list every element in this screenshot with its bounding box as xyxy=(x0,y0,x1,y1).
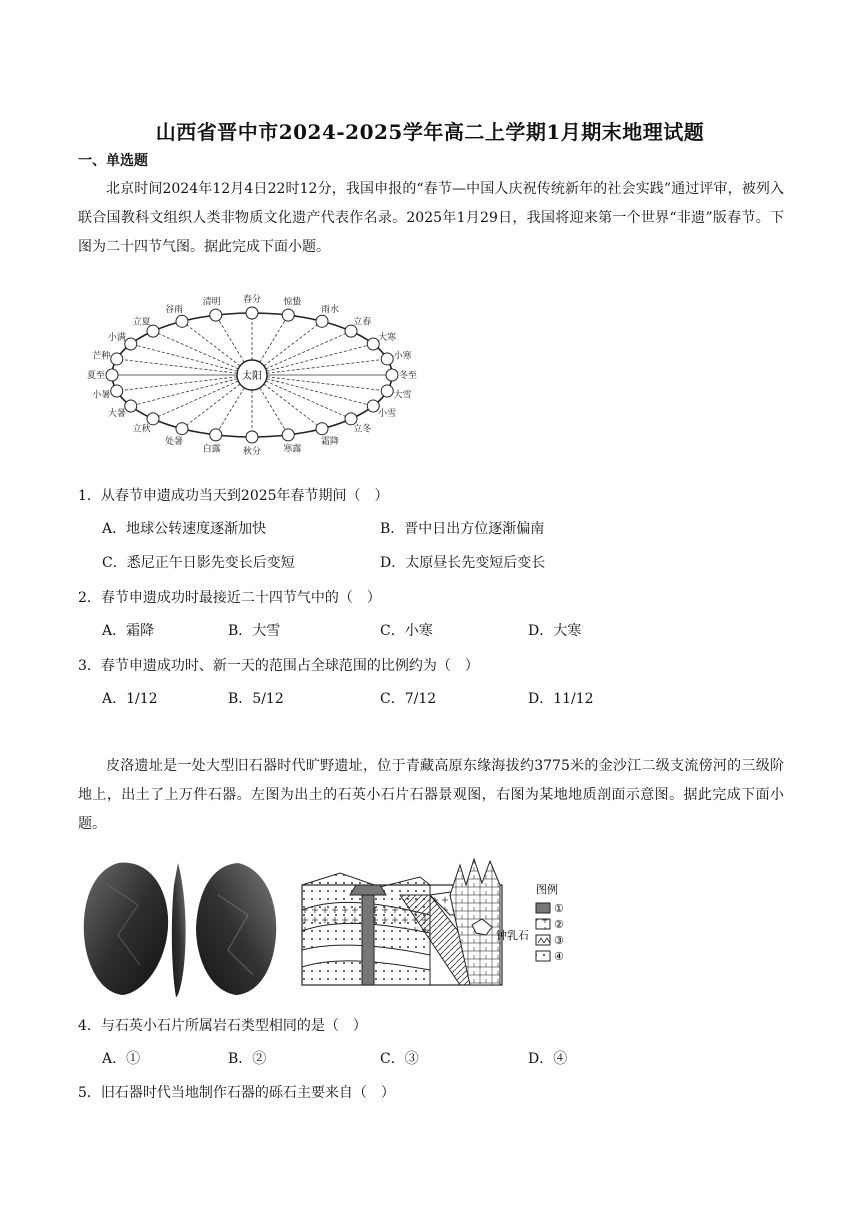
term-label-top-7: 雨水 xyxy=(320,305,340,316)
stalactite-label: 钟乳石 xyxy=(496,929,529,942)
term-label-bottom-4: 白露 xyxy=(202,444,221,455)
term-label-top-4: 清明 xyxy=(202,297,221,308)
q2-option-d[interactable]: D．大寒 xyxy=(528,623,582,639)
page-title: 山西省晋中市2024-2025学年高二上学期1月期末地理试题 xyxy=(155,120,705,144)
q4-option-d[interactable]: D．④ xyxy=(528,1051,568,1067)
term-node-bottom-0 xyxy=(111,385,123,397)
term-label-top-1: 小满 xyxy=(107,333,126,343)
passage-2: 皮洛遗址是一处大型旧石器时代旷野遗址，位于青藏高原东缘海拔约3775米的金沙江二级支流傍河的三级阶地上，出土了上万件石器。左图为出土的石英小石片石器景观图，右图为某地地质剖面示意图。据此完成下面小题。 xyxy=(78,758,784,832)
stone-tool-side xyxy=(172,863,186,997)
term-node-top-7 xyxy=(316,315,328,327)
legend-swatch-1 xyxy=(536,903,550,913)
term-node-bottom-3 xyxy=(176,423,188,435)
term-label-top-8: 立春 xyxy=(353,317,372,328)
spoke-bottom-10 xyxy=(252,375,387,391)
intrusion-dike xyxy=(362,895,374,985)
term-node-bottom-5 xyxy=(246,431,258,443)
term-node-axis xyxy=(386,369,398,381)
term-label-bottom-10: 大雪 xyxy=(393,390,412,401)
spoke-bottom-1 xyxy=(131,375,252,406)
legend-item-4: ④ xyxy=(554,950,564,963)
q3-option-a[interactable]: A．1/12 xyxy=(102,691,158,707)
spoke-top-9 xyxy=(252,344,373,375)
term-label-top-2: 立夏 xyxy=(132,317,151,328)
stone-tools-photo xyxy=(78,855,283,1000)
term-label-top-5: 春分 xyxy=(242,295,262,305)
term-label-top-3: 谷雨 xyxy=(164,305,184,316)
question-1-stem: 1．从春节申遗成功当天到2025年春节期间（ ） xyxy=(78,488,389,504)
spoke-top-0 xyxy=(117,359,252,375)
q4-option-b[interactable]: B．② xyxy=(228,1051,267,1067)
term-label-top-9: 大寒 xyxy=(378,333,397,343)
term-node-top-6 xyxy=(282,309,294,321)
legend-title: 图例 xyxy=(536,883,558,896)
term-label-bottom-7: 霜降 xyxy=(320,436,340,447)
term-label-bottom-6: 寒露 xyxy=(283,444,302,455)
legend-item-3: ③ xyxy=(554,934,564,947)
term-node-top-1 xyxy=(125,338,137,350)
q4-option-c[interactable]: C．③ xyxy=(380,1051,419,1067)
term-label-bottom-1: 大暑 xyxy=(107,409,126,419)
legend-swatch-4 xyxy=(536,951,550,961)
q2-option-c[interactable]: C．小寒 xyxy=(380,623,433,639)
term-label-axis: 夏至 xyxy=(86,371,106,381)
passage-1: 北京时间2024年12月4日22时12分，我国申报的“春节—中国人庆祝传统新年的社会实践”通过评审，被列入联合国教科文组织人类非物质文化遗产代表作名录。2025年1月29日，我国将迎来第一个世界“非遗”版春节。下图为二十四节气图。据此完成下面小题。 xyxy=(78,181,784,255)
term-label-top-10: 小寒 xyxy=(393,351,412,362)
term-label-bottom-3: 处暑 xyxy=(164,436,184,447)
geological-profile xyxy=(300,855,582,990)
term-node-bottom-4 xyxy=(210,429,222,441)
term-node-bottom-6 xyxy=(282,429,294,441)
q2-option-b[interactable]: B．大雪 xyxy=(228,623,281,639)
term-node-bottom-10 xyxy=(381,385,393,397)
term-node-bottom-2 xyxy=(147,413,159,425)
term-label-top-0: 芒种 xyxy=(92,351,111,362)
q2-option-a[interactable]: A．霜降 xyxy=(102,623,155,639)
term-node-top-10 xyxy=(381,353,393,365)
sun-label: 太阳 xyxy=(242,371,262,382)
legend-item-2: ② xyxy=(554,918,564,931)
spoke-bottom-9 xyxy=(252,375,373,406)
stone-tool-front xyxy=(84,863,168,995)
term-label-bottom-2: 立秋 xyxy=(132,424,151,435)
q1-option-c[interactable]: C．悉尼正午日影先变长后变短 xyxy=(102,555,295,571)
term-node-bottom-8 xyxy=(345,413,357,425)
term-node-top-3 xyxy=(176,315,188,327)
legend-item-1: ① xyxy=(554,902,564,915)
q1-option-d[interactable]: D．太原昼长先变短后变长 xyxy=(380,555,546,571)
term-node-top-4 xyxy=(210,309,222,321)
q3-option-b[interactable]: B．5/12 xyxy=(228,691,284,707)
q3-option-c[interactable]: C．7/12 xyxy=(380,691,437,707)
spoke-top-1 xyxy=(131,344,252,375)
spoke-bottom-0 xyxy=(117,375,252,391)
q4-option-a[interactable]: A．① xyxy=(102,1051,141,1067)
solar-terms-diagram xyxy=(78,280,438,470)
term-label-bottom-0: 小暑 xyxy=(92,390,111,401)
term-node-bottom-1 xyxy=(125,400,137,412)
spoke-top-10 xyxy=(252,359,387,375)
legend-swatch-2 xyxy=(536,919,550,929)
question-4-stem: 4．与石英小石片所属岩石类型相同的是（ ） xyxy=(78,1018,367,1034)
term-node-axis xyxy=(106,369,118,381)
q1-option-a[interactable]: A．地球公转速度逐渐加快 xyxy=(102,521,267,537)
question-3-stem: 3．春节申遗成功时、新一天的范围占全球范围的比例约为（ ） xyxy=(78,658,479,674)
term-node-top-5 xyxy=(246,307,258,319)
term-label-bottom-5: 秋分 xyxy=(242,447,262,457)
term-node-bottom-7 xyxy=(316,423,328,435)
term-label-bottom-9: 小雪 xyxy=(378,409,397,419)
term-label-top-6: 惊蛰 xyxy=(283,297,302,308)
stone-tool-back xyxy=(196,863,276,995)
section-heading: 一、单选题 xyxy=(78,153,148,169)
q1-option-b[interactable]: B．晋中日出方位逐渐偏南 xyxy=(380,521,545,537)
term-label-bottom-8: 立冬 xyxy=(353,424,372,435)
term-node-top-0 xyxy=(111,353,123,365)
question-2-stem: 2．春节申遗成功时最接近二十四节气中的（ ） xyxy=(78,590,381,606)
question-5-stem: 5．旧石器时代当地制作石器的砾石主要来自（ ） xyxy=(78,1085,395,1101)
q3-option-d[interactable]: D．11/12 xyxy=(528,691,594,707)
term-label-axis: 冬至 xyxy=(398,371,418,381)
